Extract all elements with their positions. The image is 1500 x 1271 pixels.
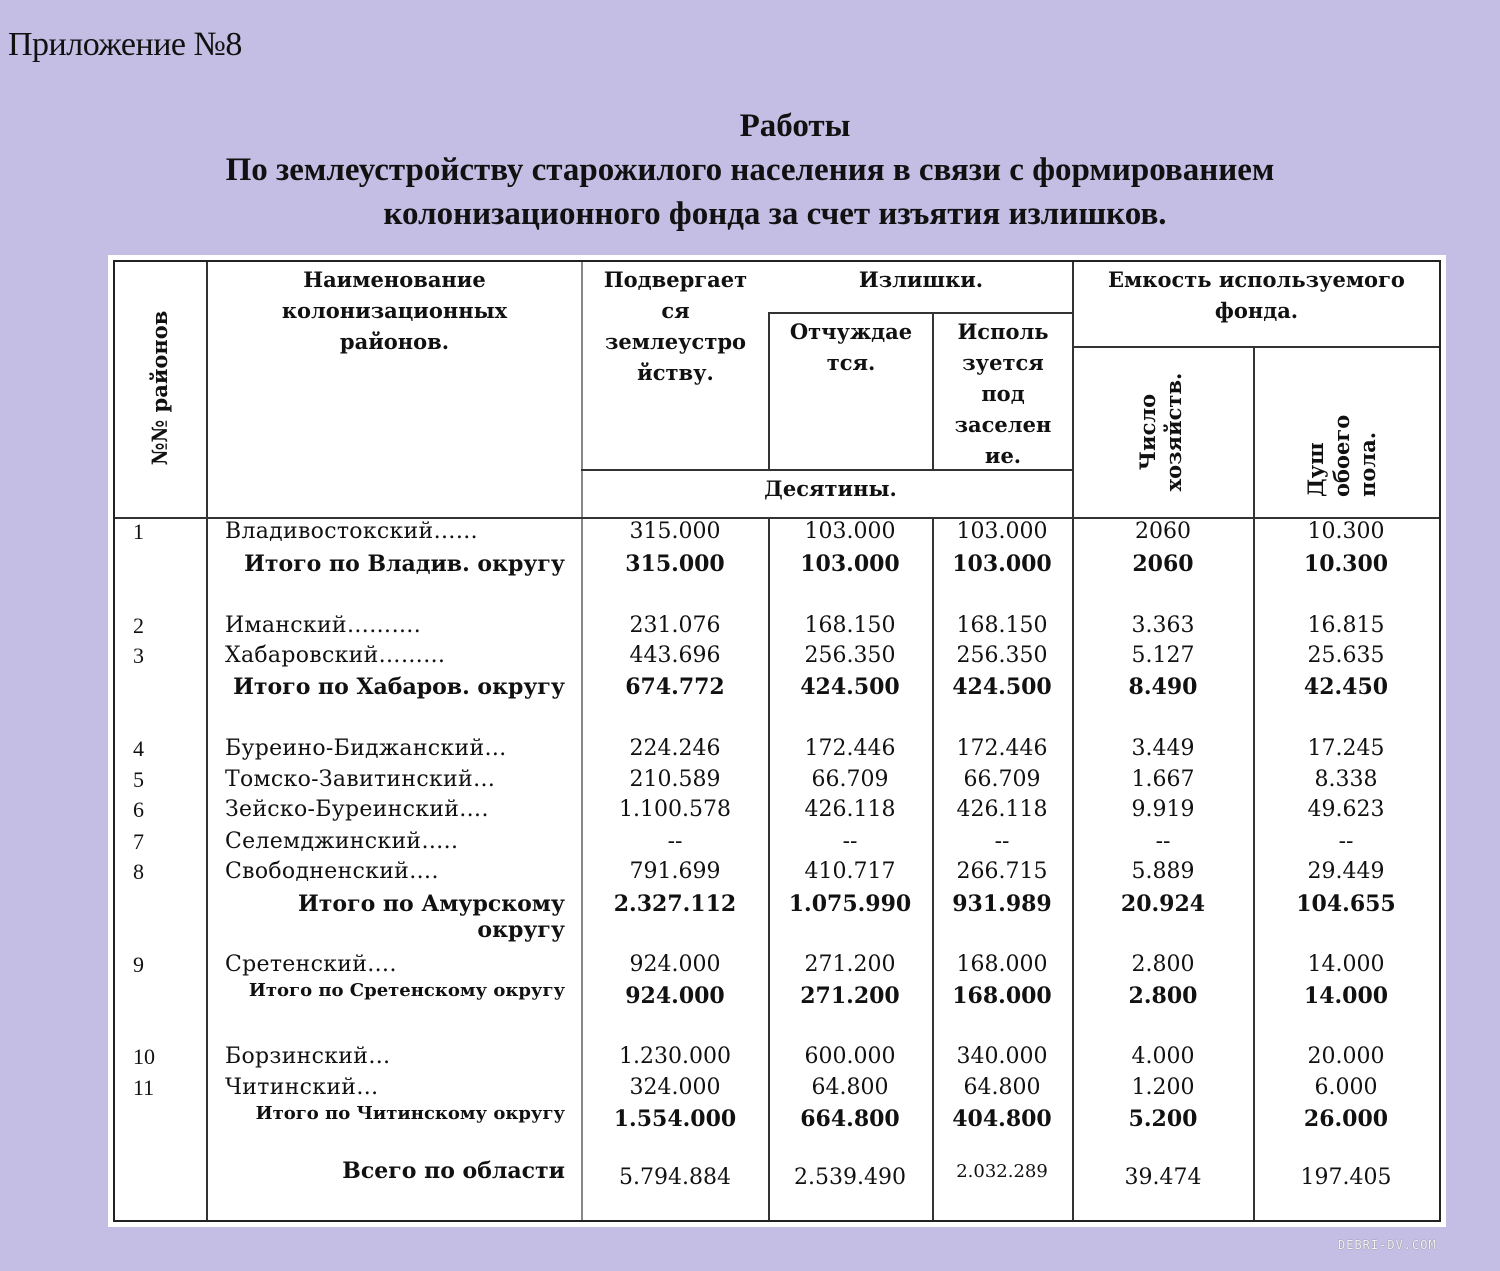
cell-alienated: 271.200 [804, 952, 896, 977]
row-number: 4 [133, 736, 144, 761]
col-divider [581, 262, 583, 1220]
cell-souls: 10.300 [1307, 519, 1385, 544]
subtotal-label: Итого по Читинскому округу [255, 1103, 565, 1124]
header-used-line: под [981, 381, 1025, 406]
district-name: Хабаровский……… [225, 643, 446, 668]
grand-total-label: Всего по области [342, 1158, 565, 1184]
cell-alienated: 103.000 [800, 551, 900, 577]
cell-households: 4.000 [1131, 1044, 1195, 1069]
cell-souls: 49.623 [1307, 797, 1385, 822]
cell-souls: 104.655 [1296, 891, 1396, 917]
cell-used: 340.000 [956, 1044, 1048, 1069]
cell-alienated: 664.800 [800, 1106, 900, 1132]
row-number: 2 [133, 613, 144, 638]
cell-souls: 8.338 [1314, 767, 1378, 792]
cell-subjected: 924.000 [625, 983, 725, 1009]
cell-subjected: 315.000 [625, 551, 725, 577]
header-num: №№ районов [147, 310, 172, 466]
cell-subjected: 2.327.112 [613, 891, 737, 917]
cell-households: -- [1155, 829, 1171, 854]
district-name: Владивостокский…… [225, 519, 479, 544]
row-number: 9 [133, 952, 144, 977]
document-title [0, 104, 1500, 236]
cell-used: 266.715 [956, 859, 1048, 884]
row-number: 6 [133, 797, 144, 822]
row-number: 8 [133, 859, 144, 884]
cell-used: 168.000 [956, 952, 1048, 977]
district-name: Селемджинский….. [225, 829, 459, 854]
cell-subjected: 5.794.884 [619, 1165, 731, 1190]
cell-subjected: 315.000 [629, 519, 721, 544]
cell-souls: 6.000 [1314, 1075, 1378, 1100]
header-capacity-line: фонда. [1214, 298, 1299, 323]
col-divider [206, 262, 208, 1220]
cell-subjected: 224.246 [629, 736, 721, 761]
cell-used: 424.500 [952, 674, 1052, 700]
header-used-line: зуется [962, 350, 1044, 375]
cell-alienated: 600.000 [804, 1044, 896, 1069]
header-alienated-line: тся. [826, 350, 876, 375]
subtotal-label: Итого по Владив. округу [244, 551, 565, 577]
cell-households: 5.127 [1131, 643, 1195, 668]
cell-alienated: 172.446 [804, 736, 896, 761]
cell-subjected: 324.000 [629, 1075, 721, 1100]
row-divider [768, 312, 1072, 314]
cell-households: 2.800 [1131, 952, 1195, 977]
cell-used: 426.118 [956, 797, 1048, 822]
row-number: 7 [133, 829, 144, 854]
header-souls [1303, 367, 1387, 497]
cell-souls: 17.245 [1307, 736, 1385, 761]
cell-souls: 25.635 [1307, 643, 1385, 668]
header-name [208, 264, 581, 357]
district-name: Буреино-Биджанский… [225, 736, 507, 761]
cell-subjected: 1.554.000 [613, 1106, 737, 1132]
cell-used: 103.000 [956, 519, 1048, 544]
cell-subjected: 674.772 [625, 674, 725, 700]
col-divider [1253, 346, 1255, 1220]
row-number: 1 [133, 519, 144, 544]
header-subjected-line: Подвергает [603, 267, 748, 292]
district-name: Борзинский… [225, 1044, 391, 1069]
header-subjected [583, 264, 768, 388]
subtotal-label: Итого по Сретенскому округу [248, 980, 565, 1001]
district-name: Томско-Завитинский… [225, 767, 496, 792]
row-number: 5 [133, 767, 144, 792]
cell-households: 9.919 [1131, 797, 1195, 822]
row-divider [1072, 346, 1439, 348]
header-used-line: заселен [954, 412, 1052, 437]
cell-used: 931.989 [952, 891, 1052, 917]
header-capacity [1074, 264, 1439, 326]
cell-subjected: 231.076 [629, 613, 721, 638]
header-households-line: Число [1135, 393, 1160, 471]
header-used-line: ие. [984, 443, 1022, 468]
title-line-3: колонизационного фонда за счет изъятия излишков. [383, 196, 1167, 232]
header-subjected-line: йству. [637, 360, 714, 385]
header-alienated [770, 316, 932, 378]
district-name: Зейско-Буреинский…. [225, 797, 489, 822]
cell-households: 2060 [1132, 551, 1194, 577]
cell-subjected: 210.589 [629, 767, 721, 792]
cell-alienated: 2.539.490 [794, 1165, 906, 1190]
cell-alienated: 64.800 [811, 1075, 889, 1100]
cell-households: 2.800 [1128, 983, 1198, 1009]
row-number: 11 [133, 1075, 155, 1100]
cell-souls: 14.000 [1307, 952, 1385, 977]
header-desyatiny: Десятины. [764, 476, 897, 501]
cell-subjected: -- [667, 829, 683, 854]
cell-used: 404.800 [952, 1106, 1052, 1132]
header-used-line: Исполь [957, 319, 1049, 344]
cell-subjected: 791.699 [629, 859, 721, 884]
cell-households: 1.667 [1131, 767, 1195, 792]
cell-souls: -- [1338, 829, 1354, 854]
cell-households: 5.889 [1131, 859, 1195, 884]
district-name: Иманский………. [225, 613, 422, 638]
cell-alienated: 410.717 [804, 859, 896, 884]
watermark: DEBRI-DV.COM [1338, 1238, 1437, 1252]
header-subjected-line: землеустро [604, 329, 747, 354]
cell-souls: 29.449 [1307, 859, 1385, 884]
cell-households: 5.200 [1128, 1106, 1198, 1132]
header-subjected-line: ся [661, 298, 690, 323]
header-name-line: Наименование [303, 267, 486, 292]
cell-households: 1.200 [1131, 1075, 1195, 1100]
district-name: Свободненский…. [225, 859, 439, 884]
cell-used: 168.150 [956, 613, 1048, 638]
subtotal-label: Итого по Хабаров. округу [233, 674, 565, 700]
cell-souls: 26.000 [1303, 1106, 1389, 1132]
header-souls-line: Душ [1303, 442, 1328, 497]
header-alienated-line: Отчуждае [789, 319, 913, 344]
cell-alienated: 1.075.990 [788, 891, 912, 917]
cell-souls: 10.300 [1303, 551, 1389, 577]
district-name: Сретенский…. [225, 952, 397, 977]
cell-subjected: 924.000 [629, 952, 721, 977]
header-souls-line: обоего [1329, 414, 1354, 497]
subtotal-label: Итого по Амурскому округу [298, 891, 565, 943]
cell-alienated: 271.200 [800, 983, 900, 1009]
header-used [934, 316, 1072, 471]
appendix-label: Приложение №8 [8, 26, 242, 63]
cell-souls: 42.450 [1303, 674, 1389, 700]
data-table [113, 260, 1441, 1222]
cell-souls: 14.000 [1303, 983, 1389, 1009]
cell-used: 168.000 [952, 983, 1052, 1009]
row-number: 3 [133, 643, 144, 668]
row-number: 10 [133, 1044, 155, 1069]
cell-subjected: 1.230.000 [619, 1044, 731, 1069]
cell-used: 66.709 [963, 767, 1041, 792]
cell-alienated: 424.500 [800, 674, 900, 700]
cell-households: 39.474 [1124, 1165, 1202, 1190]
cell-households: 3.363 [1131, 613, 1195, 638]
cell-alienated: 103.000 [804, 519, 896, 544]
district-name: Читинский… [225, 1075, 379, 1100]
title-line-1: Работы [739, 108, 851, 144]
cell-alienated: 256.350 [804, 643, 896, 668]
cell-households: 20.924 [1120, 891, 1206, 917]
header-households-line: хозяйств. [1161, 372, 1186, 492]
header-households [1135, 362, 1191, 502]
cell-alienated: 426.118 [804, 797, 896, 822]
header-name-line: колонизационных [281, 298, 508, 323]
title-line-2: По землеустройству старожилого населения в связи с формированием [225, 152, 1275, 188]
cell-used: 256.350 [956, 643, 1048, 668]
cell-households: 3.449 [1131, 736, 1195, 761]
cell-souls: 197.405 [1300, 1165, 1392, 1190]
cell-souls: 20.000 [1307, 1044, 1385, 1069]
cell-souls: 16.815 [1307, 613, 1385, 638]
cell-used: 172.446 [956, 736, 1048, 761]
cell-households: 2060 [1135, 519, 1191, 544]
cell-households: 8.490 [1128, 674, 1198, 700]
cell-alienated: 168.150 [804, 613, 896, 638]
header-souls-line: пола. [1355, 431, 1380, 497]
header-name-line: районов. [339, 329, 450, 354]
header-surplus: Излишки. [858, 267, 984, 292]
cell-alienated: -- [842, 829, 858, 854]
cell-used: 64.800 [963, 1075, 1041, 1100]
cell-used: 2.032.289 [956, 1161, 1048, 1182]
cell-used: 103.000 [952, 551, 1052, 577]
cell-subjected: 1.100.578 [619, 797, 731, 822]
cell-alienated: 66.709 [811, 767, 889, 792]
header-capacity-line: Емкость используемого [1108, 267, 1405, 292]
cell-used: -- [994, 829, 1010, 854]
cell-subjected: 443.696 [629, 643, 721, 668]
